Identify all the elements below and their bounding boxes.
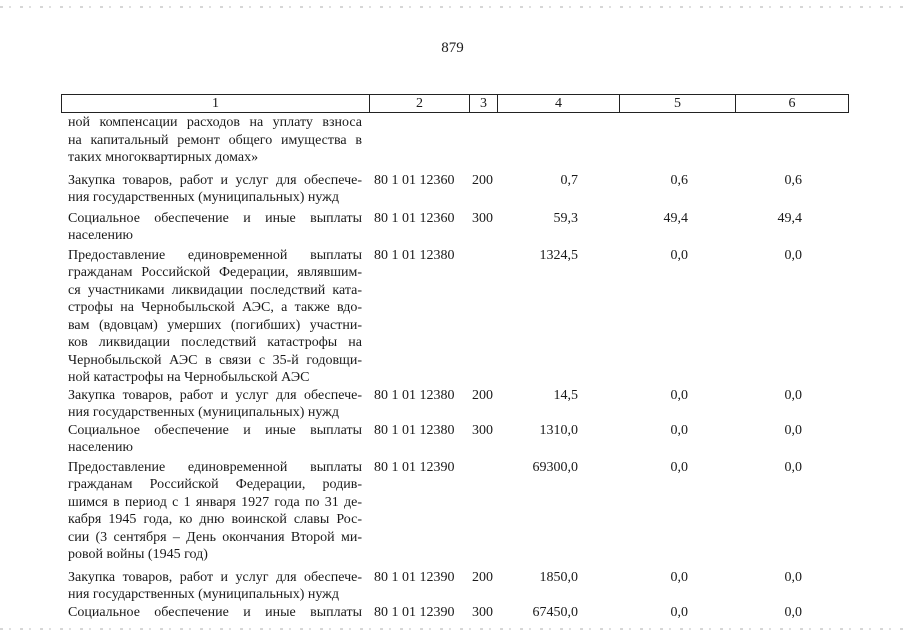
row-description-line: таких многоквартирных домах»: [68, 150, 259, 165]
row-description-line: Закупка товаров, работ и услуг для обеспече-: [68, 172, 362, 188]
row-expense-type: 200: [472, 172, 493, 188]
row-value-col6: 0,0: [784, 569, 802, 585]
row-description-line: вам (вдовцам) умерших (погибших) участни-: [68, 317, 362, 333]
row-description-line: ния государственных (муниципальных) нужд: [68, 190, 339, 205]
row-value-col4: 14,5: [553, 387, 578, 403]
row-value-col6: 0,0: [784, 247, 802, 263]
row-description-line: ной катастрофы на Чернобыльской АЭС: [68, 370, 310, 385]
row-description-line: Социальное обеспечение и иные выплаты: [68, 210, 362, 226]
row-value-col6: 0,0: [784, 459, 802, 475]
row-description-line: Чернобыльской АЭС в связи с 35-й годовщи-: [68, 352, 362, 368]
row-description-line: ной компенсации расходов на уплату взноса: [68, 115, 362, 130]
row-description-line: кабря 1945 года, ко дню воинской славы Рос-: [68, 512, 362, 527]
row-code: 80 1 01 12390: [374, 569, 455, 585]
row-description-line: Социальное обеспечение и иные выплаты: [68, 422, 362, 438]
table-row: [0, 247, 905, 387]
table-row: [0, 569, 905, 604]
row-expense-type: 300: [472, 604, 493, 620]
row-description-line: Закупка товаров, работ и услуг для обеспече-: [68, 387, 362, 403]
table-row: [0, 387, 905, 422]
row-description-line: населению: [68, 228, 133, 243]
scan-noise-bottom: [0, 628, 905, 630]
row-description-line: ровой войны (1945 год): [68, 547, 208, 562]
row-value-col4: 69300,0: [532, 459, 578, 475]
table-row: [0, 172, 905, 207]
column-header-table: [61, 94, 849, 113]
row-description-line: Предоставление единовременной выплаты: [68, 247, 362, 263]
row-description-line: населению: [68, 440, 133, 455]
row-value-col6: 0,0: [784, 604, 802, 620]
row-value-col4: 59,3: [553, 210, 578, 226]
row-code: 80 1 01 12390: [374, 459, 455, 475]
row-code: 80 1 01 12390: [374, 604, 455, 620]
budget-rows: [0, 114, 905, 621]
row-description-line: Предоставление единовременной выплаты: [68, 459, 362, 475]
row-description-line: строфы на Чернобыльской АЭС, а также вдо-: [68, 300, 362, 315]
row-description: [68, 114, 362, 167]
row-description-line: ся участниками ликвидации последствий ката-: [68, 282, 362, 298]
row-value-col5: 0,0: [670, 387, 688, 403]
row-code: 80 1 01 12360: [374, 172, 455, 188]
row-description-line: шимся в период с 1 января 1927 года по 31 де-: [68, 494, 362, 510]
table-row: [0, 604, 905, 622]
row-description-line: Закупка товаров, работ и услуг для обеспече-: [68, 569, 362, 585]
row-description-line: гражданам Российской Федерации, являвшим-: [68, 265, 362, 280]
row-description-line: гражданам Российской Федерации, родив-: [68, 477, 362, 492]
row-value-col6: 0,6: [784, 172, 802, 188]
table-row: [0, 422, 905, 457]
row-value-col6: 0,0: [784, 422, 802, 438]
row-code: 80 1 01 12380: [374, 422, 455, 438]
row-description: [68, 459, 362, 564]
row-value-col5: 0,0: [670, 459, 688, 475]
header-col-2: 2: [370, 95, 470, 113]
page-number: 879: [441, 40, 464, 56]
row-code: 80 1 01 12380: [374, 387, 455, 403]
row-value-col6: 0,0: [784, 387, 802, 403]
row-value-col4: 1850,0: [539, 569, 578, 585]
table-row: [0, 114, 905, 167]
row-value-col4: 67450,0: [532, 604, 578, 620]
row-description-line: ния государственных (муниципальных) нужд: [68, 587, 339, 602]
row-description: [68, 210, 362, 245]
header-col-4: 4: [498, 95, 620, 113]
row-description-line: ния государственных (муниципальных) нужд: [68, 405, 339, 420]
row-description-line: сии (3 сентября – День окончания Второй ми-: [68, 529, 362, 545]
row-description: [68, 569, 362, 604]
row-value-col5: 0,0: [670, 569, 688, 585]
scan-noise-top: [0, 6, 905, 8]
row-expense-type: 300: [472, 422, 493, 438]
row-description: [68, 172, 362, 207]
table-row: [0, 210, 905, 245]
row-value-col6: 49,4: [777, 210, 802, 226]
row-expense-type: 200: [472, 387, 493, 403]
row-value-col4: 1324,5: [539, 247, 578, 263]
table-row: [0, 459, 905, 564]
row-value-col5: 0,6: [670, 172, 688, 188]
row-code: 80 1 01 12360: [374, 210, 455, 226]
row-description: [68, 422, 362, 457]
row-value-col5: 0,0: [670, 247, 688, 263]
header-col-5: 5: [620, 95, 736, 113]
row-value-col5: 49,4: [663, 210, 688, 226]
row-expense-type: 300: [472, 210, 493, 226]
header-col-3: 3: [470, 95, 498, 113]
row-expense-type: 200: [472, 569, 493, 585]
row-description-line: Социальное обеспечение и иные выплаты: [68, 604, 362, 620]
row-description: [68, 604, 362, 622]
row-description: [68, 387, 362, 422]
row-description: [68, 247, 362, 387]
row-value-col4: 0,7: [560, 172, 578, 188]
row-value-col5: 0,0: [670, 422, 688, 438]
header-col-6: 6: [736, 95, 849, 113]
row-description-line: на капитальный ремонт общего имущества в: [68, 132, 362, 148]
column-header-row: [62, 95, 849, 113]
row-value-col4: 1310,0: [539, 422, 578, 438]
header-col-1: 1: [62, 95, 370, 113]
row-value-col5: 0,0: [670, 604, 688, 620]
row-code: 80 1 01 12380: [374, 247, 455, 263]
row-description-line: ков ликвидации последствий катастрофы на: [68, 335, 362, 350]
